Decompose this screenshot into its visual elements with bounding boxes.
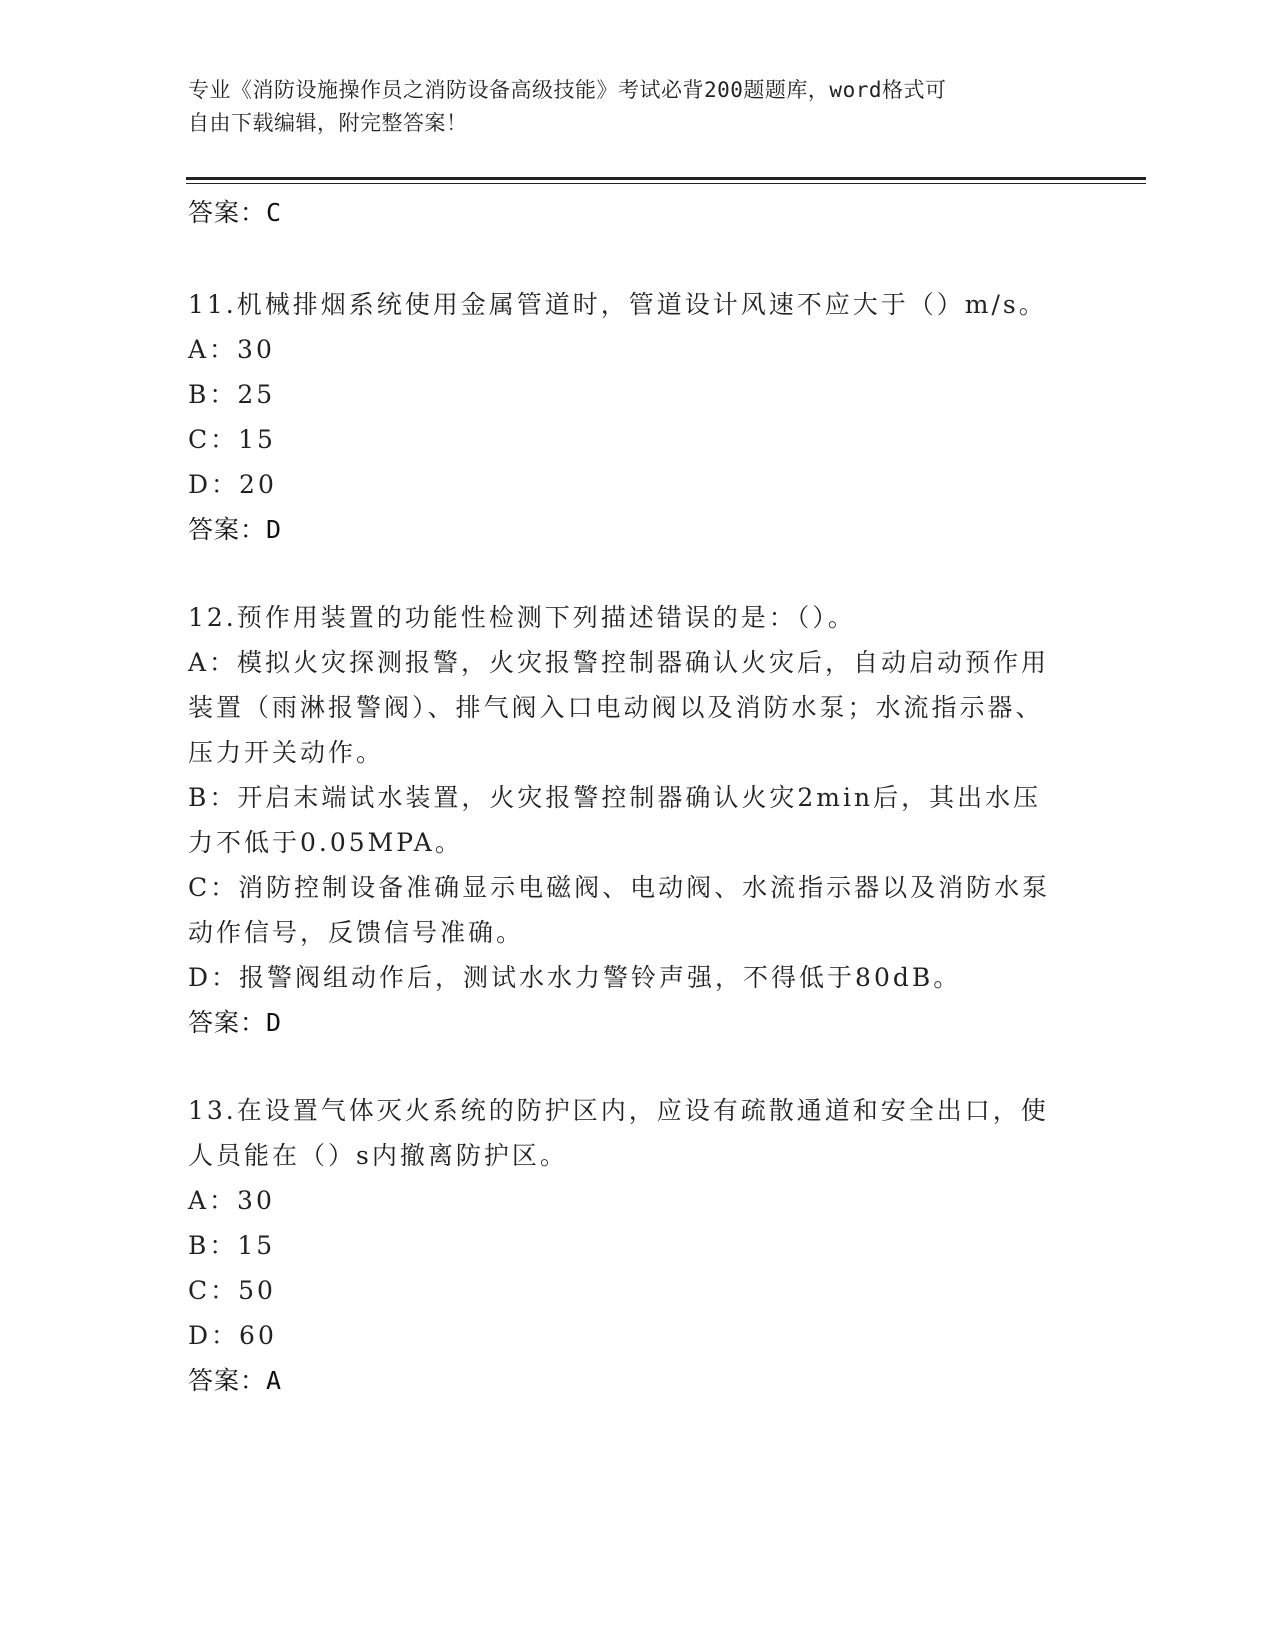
option-b: B：15 bbox=[188, 1231, 276, 1260]
option-b: B：开启末端试水装置，火灾报警控制器确认火灾2min后，其出水压力不低于0.05MPA。 bbox=[188, 783, 1042, 857]
document-header bbox=[188, 74, 1068, 140]
question-text: 11.机械排烟系统使用金属管道时，管道设计风速不应大于（）m/s。 bbox=[188, 290, 1047, 319]
spacer bbox=[188, 1045, 1068, 1088]
question-12 bbox=[188, 595, 1068, 1045]
answer: 答案：D bbox=[188, 515, 283, 544]
option-a: A：30 bbox=[188, 335, 275, 364]
option-c: C：50 bbox=[188, 1276, 276, 1305]
answer: 答案：D bbox=[188, 1008, 283, 1037]
option-d: D：20 bbox=[188, 470, 277, 499]
header-line-2: 自由下载编辑，附完整答案！ bbox=[188, 111, 468, 135]
option-d: D：60 bbox=[188, 1321, 277, 1350]
header-divider-thick bbox=[186, 177, 1146, 180]
question-text: 13.在设置气体灭火系统的防护区内，应设有疏散通道和安全出口，使人员能在（）s内撤离防护区。 bbox=[188, 1096, 1049, 1170]
option-a: A：模拟火灾探测报警，火灾报警控制器确认火灾后，自动启动预作用装置（雨淋报警阀）、排气阀入口电动阀以及消防水泵；水流指示器、压力开关动作。 bbox=[188, 648, 1050, 767]
question-13 bbox=[188, 1088, 1068, 1403]
option-b: B：25 bbox=[188, 380, 276, 409]
previous-answer: 答案：C bbox=[188, 198, 283, 227]
header-line-1: 专业《消防设施操作员之消防设备高级技能》考试必背200题题库，word格式可 bbox=[188, 78, 947, 102]
header-divider-thin bbox=[186, 183, 1146, 184]
question-list bbox=[188, 190, 1068, 1403]
option-a: A：30 bbox=[188, 1186, 275, 1215]
spacer bbox=[188, 552, 1068, 595]
question-11 bbox=[188, 282, 1068, 552]
option-c: C：消防控制设备准确显示电磁阀、电动阀、水流指示器以及消防水泵动作信号，反馈信号准确。 bbox=[188, 873, 1051, 947]
question-text: 12.预作用装置的功能性检测下列描述错误的是：（）。 bbox=[188, 603, 856, 632]
spacer bbox=[188, 235, 1068, 282]
option-c: C：15 bbox=[188, 425, 276, 454]
answer: 答案：A bbox=[188, 1366, 283, 1395]
option-d: D：报警阀组动作后，测试水水力警铃声强，不得低于80dB。 bbox=[188, 963, 962, 992]
